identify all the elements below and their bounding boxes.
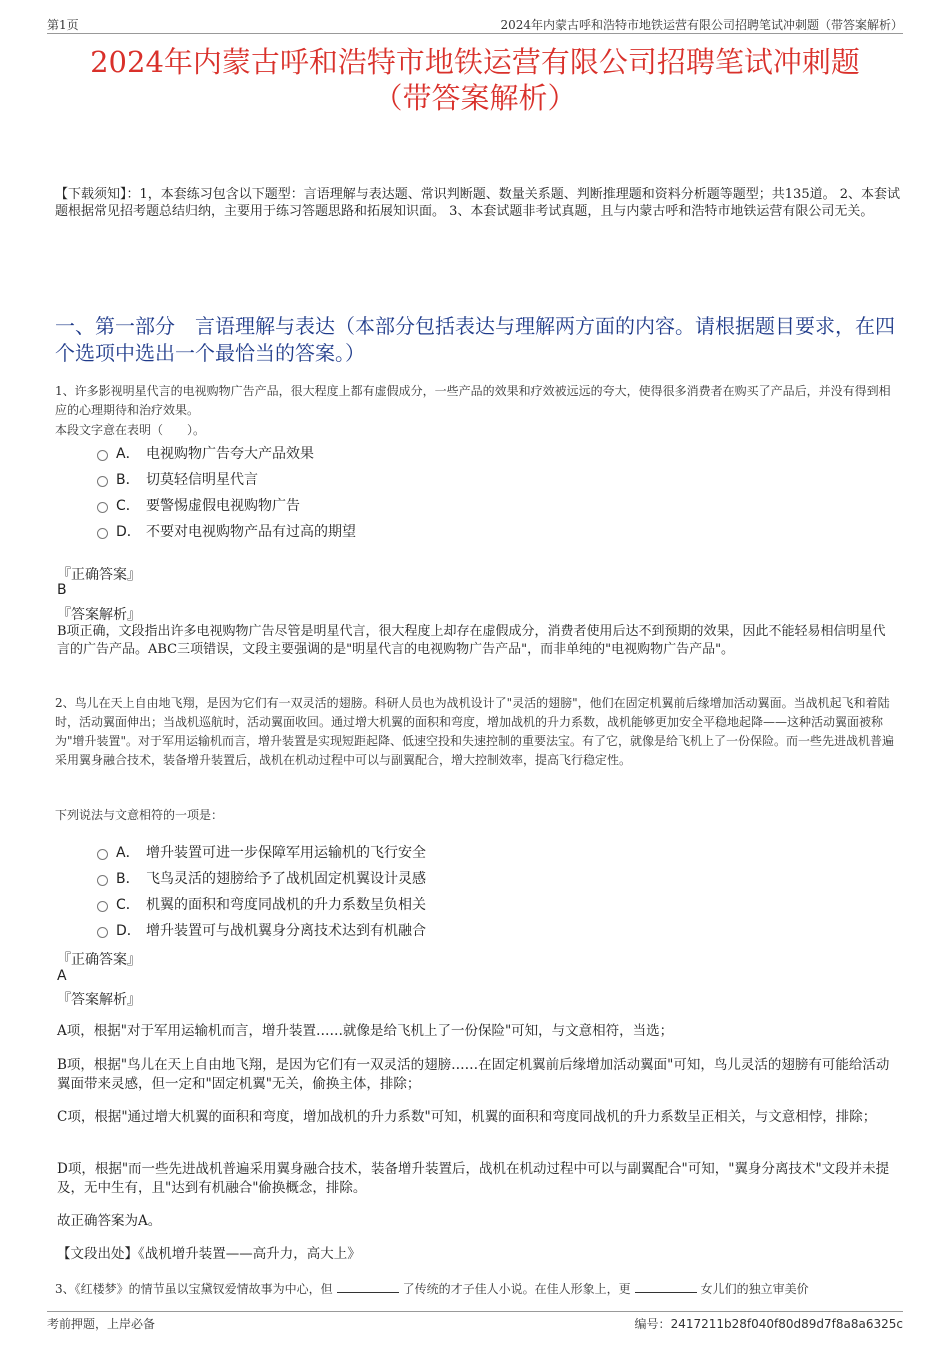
analysis-option-b: B项，根据"鸟儿在天上自由地飞翔，是因为它们有一双灵活的翅膀……在固定机翼前后缘增加活动翼面"可知，鸟儿灵活的翅膀有可能给活动翼面带来灵感，但一定和"固定机翼"无关，偷换主体，排除； — [57, 1057, 890, 1092]
question-2-stem: 2、鸟儿在天上自由地飞翔，是因为它们有一双灵活的翅膀。科研人员也为战机设计了"灵活的翅膀"，他们在固定机翼前后缘增加活动翼面。当战机起飞和着陆时，活动翼面伸出；当战机巡航时，活动翼面收回。通过增大机翼的面积和弯度，增加战机的升力系数，战机能够更加安全平稳地起降——这种活动翼面被称为"增升装置"。对于军用运输机而言，增升装置是实现短距起降、低速空投和失速控制的重要法宝。有了它，就像是给飞机上了一份保险。而一些先进战机普遍采用翼身融合技术，装备增升装置后，战机在机动过程中可以与副翼配合，增大控制效率，提高飞行稳定性。 — [55, 696, 895, 767]
question-1-prompt: 本段文字意在表明（ ）。 — [55, 423, 206, 437]
option-text: 飞鸟灵活的翅膀给予了战机固定机翼设计灵感 — [146, 871, 426, 887]
radio-icon[interactable] — [97, 927, 108, 938]
option-b[interactable] — [97, 865, 877, 891]
option-letter: C． — [116, 897, 140, 913]
option-a[interactable] — [97, 839, 877, 865]
option-letter: D． — [116, 524, 141, 540]
analysis-conclusion: 故正确答案为A。 — [57, 1213, 162, 1229]
option-letter: B． — [116, 871, 140, 887]
option-letter: A． — [116, 845, 140, 861]
answer-label: 『正确答案』 — [57, 567, 141, 583]
option-text: 机翼的面积和弯度同战机的升力系数呈负相关 — [146, 897, 426, 913]
question-1-stem: 1、许多影视明星代言的电视购物广告产品，很大程度上都有虚假成分，一些产品的效果和疗效被远远的夸大，使得很多消费者在购买了产品后，并没有得到相应的心理期待和治疗效果。 — [55, 384, 891, 417]
option-text: 增升装置可进一步保障军用运输机的飞行安全 — [146, 845, 426, 861]
document-id-value: 2417211b28f040f80d89d7f8a8a6325c — [670, 1317, 903, 1331]
analysis-option-c: C项，根据"通过增大机翼的面积和弯度，增加战机的升力系数"可知，机翼的面积和弯度同战机的升力系数呈正相关，与文意相悖，排除； — [57, 1109, 877, 1125]
option-a[interactable] — [97, 440, 877, 466]
radio-icon[interactable] — [97, 450, 108, 461]
radio-icon[interactable] — [97, 528, 108, 539]
page-number: 第1页 — [47, 18, 79, 32]
option-text: 增升装置可与战机翼身分离技术达到有机融合 — [146, 923, 426, 939]
option-letter: A． — [116, 446, 140, 462]
radio-icon[interactable] — [97, 901, 108, 912]
option-d[interactable] — [97, 917, 877, 943]
download-notice: 【下载须知】：1，本套练习包含以下题型：言语理解与表达题、常识判断题、数量关系题、判断推理题和资料分析题等题型；共135道。 2、本套试题根据常见招考题总结归纳，主要用于练习答题思路和拓展知识面。 3、本套试题非考试真题，且与内蒙古呼和浩特市地铁运营有限公司无关。 — [55, 187, 900, 219]
option-letter: C． — [116, 498, 140, 514]
analysis-label: 『答案解析』 — [57, 607, 141, 623]
passage-source: 【文段出处】《战机增升装置——高升力，高大上》 — [57, 1246, 361, 1262]
fill-blank-1[interactable] — [337, 1281, 399, 1293]
option-text: 不要对电视购物产品有过高的期望 — [146, 524, 356, 540]
option-b[interactable] — [97, 466, 877, 492]
answer-label: 『正确答案』 — [57, 952, 141, 968]
q3-text-2: 了传统的才子佳人小说。在佳人形象上，更 — [402, 1282, 631, 1296]
radio-icon[interactable] — [97, 476, 108, 487]
question-2-prompt: 下列说法与文意相符的一项是： — [55, 808, 224, 822]
q3-text-3: 女儿们的独立审美价 — [700, 1282, 809, 1296]
document-id — [635, 1315, 903, 1332]
footer-divider — [47, 1311, 903, 1312]
q3-text-1: 3、《红楼梦》的情节虽以宝黛钗爱情故事为中心，但 — [55, 1282, 333, 1296]
radio-icon[interactable] — [97, 502, 108, 513]
analysis-label: 『答案解析』 — [57, 992, 141, 1008]
title-line-2: （带答案解析） — [373, 81, 577, 115]
question-2-options — [97, 839, 877, 943]
question-1-options — [97, 440, 877, 544]
running-header-title: 2024年内蒙古呼和浩特市地铁运营有限公司招聘笔试冲刺题（带答案解析） — [500, 18, 903, 32]
option-c[interactable] — [97, 891, 877, 917]
question-3-stem — [55, 1280, 895, 1299]
radio-icon[interactable] — [97, 875, 108, 886]
title-line-1: 2024年内蒙古呼和浩特市地铁运营有限公司招聘笔试冲刺题 — [90, 45, 860, 79]
fill-blank-2[interactable] — [635, 1281, 697, 1293]
answer-value: A — [57, 968, 67, 984]
analysis-option-d: D项，根据"而一些先进战机普遍采用翼身融合技术，装备增升装置后，战机在机动过程中可以与副翼配合"可知，"翼身分离技术"文段并未提及，无中生有，且"达到有机融合"偷换概念，排除。 — [57, 1161, 890, 1196]
analysis-option-a: A项，根据"对于军用运输机而言，增升装置……就像是给飞机上了一份保险"可知，与文意相符，当选； — [57, 1023, 674, 1039]
answer-value: B — [57, 582, 67, 598]
document-id-label: 编号： — [634, 1317, 671, 1331]
option-letter: D． — [116, 923, 141, 939]
analysis-text: B项正确，文段指出许多电视购物广告尽管是明星代言，很大程度上却存在虚假成分，消费者使用后达不到预期的效果，因此不能轻易相信明星代言的广告产品。ABC三项错误，文段主要强调的是"明星代言的电视购物广告产品"，而非单纯的"电视购物广告产品"。 — [57, 624, 886, 657]
option-c[interactable] — [97, 492, 877, 518]
option-text: 电视购物广告夸大产品效果 — [146, 446, 314, 462]
header-divider — [47, 33, 903, 34]
page-title — [47, 44, 903, 116]
section-heading: 一、第一部分 言语理解与表达（本部分包括表达与理解两方面的内容。请根据题目要求，在四个选项中选出一个最恰当的答案。） — [55, 314, 895, 365]
option-letter: B． — [116, 472, 140, 488]
footer-slogan: 考前押题，上岸必备 — [47, 1317, 156, 1331]
option-d[interactable] — [97, 518, 877, 544]
radio-icon[interactable] — [97, 849, 108, 860]
option-text: 切莫轻信明星代言 — [146, 472, 258, 488]
option-text: 要警惕虚假电视购物广告 — [146, 498, 300, 514]
